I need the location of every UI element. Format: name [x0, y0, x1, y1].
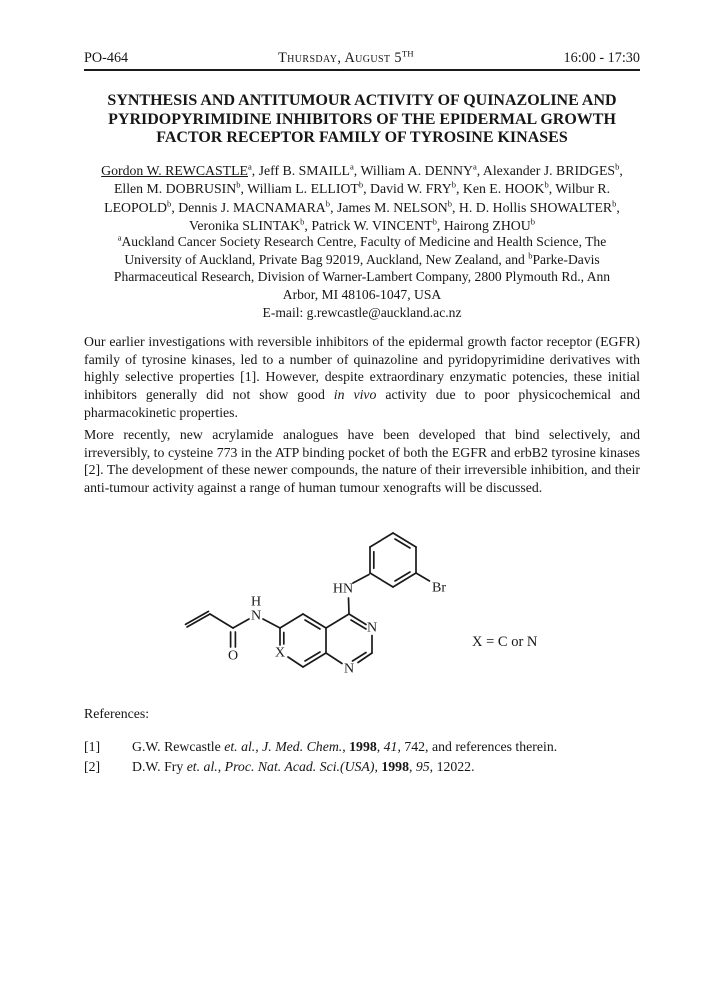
text-segment: a [472, 161, 477, 172]
affiliation-block [84, 233, 640, 322]
text-segment: LEOPOLD [104, 199, 168, 215]
paper-title [84, 92, 640, 148]
text-segment: b [325, 198, 331, 208]
text-line: SYNTHESIS AND ANTITUMOUR ACTIVITY OF QUINAZOLINE AND [107, 92, 617, 109]
session-time: 16:00 - 17:30 [563, 50, 640, 66]
text-segment: a [117, 232, 122, 243]
session-date [278, 50, 414, 67]
text-segment: , [255, 739, 263, 754]
abstract-paragraph-1 [84, 333, 640, 422]
atom-label-amide-h: H [250, 594, 262, 610]
text-line [84, 286, 640, 304]
session-code: PO-464 [84, 50, 129, 66]
atom-label-anilino-hn: HN [332, 581, 354, 597]
text-segment: b [528, 250, 533, 261]
page-header [84, 50, 640, 67]
text-segment: More recently, new acrylamide analogues have been developed that bind selectively, and irreversibly, to cysteine 773 in the ATP binding pocket of both the EGFR and erbB2 tyrosine kinases [2]. The development of these newer compounds, the nature of their irreversible inhibition, and their anti-tumour activity against a range of human tumour xenografts will be discussed. [84, 427, 640, 496]
text-segment: Veronika SLINTAK [188, 217, 301, 233]
text-segment: Pharmaceutical Research, Division of Warner-Lambert Company, 2800 Plymouth Rd., Ann [113, 269, 611, 285]
reference-number: [2] [84, 759, 101, 774]
bond-lines [186, 533, 430, 667]
session-date-text: Thursday, August 5 [278, 50, 402, 66]
reference-item [84, 737, 640, 757]
text-segment: Arbor, MI 48106-1047, USA [282, 287, 442, 303]
text-segment: University of Auckland, Private Bag 92019, Auckland, New Zealand, and [124, 251, 529, 267]
reference-number: [1] [84, 739, 101, 754]
atom-labels [228, 581, 446, 677]
text-segment: , Alexander J. BRIDGES [476, 163, 616, 178]
text-segment: Parke-Davis [532, 251, 600, 267]
chemical-structure [160, 515, 470, 690]
reference-citation [132, 757, 640, 777]
header-rule [84, 69, 640, 71]
text-segment: , Hairong ZHOU [436, 217, 531, 233]
text-segment: b [236, 179, 241, 190]
text-segment: b [612, 198, 617, 208]
text-segment: , [342, 739, 350, 754]
references-list [84, 737, 640, 777]
text-line [84, 304, 640, 322]
text-segment: , David W. FRY [363, 181, 452, 197]
text-segment: , 742, and references therein. [397, 739, 558, 754]
atom-label-n3: N [366, 620, 378, 636]
text-segment: b [300, 216, 305, 227]
text-segment: b [451, 179, 456, 190]
text-segment: et. al. [186, 759, 218, 774]
session-date-suffix: TH [401, 48, 414, 59]
text-segment: a [350, 161, 354, 172]
text-segment: , Dennis J. MACNAMARA [171, 199, 326, 215]
atom-label-x: X [274, 645, 286, 661]
text-segment: b [167, 198, 172, 208]
text-line [84, 162, 640, 180]
text-line [84, 199, 640, 217]
atom-label-br: Br [432, 580, 446, 596]
text-segment: , Jeff B. SMAILL [251, 163, 350, 178]
text-segment: Ellen M. DOBRUSIN [113, 181, 237, 197]
text-line: FACTOR RECEPTOR FAMILY OF TYROSINE KINASES [156, 129, 568, 147]
text-segment: E-mail: g.rewcastle@auckland.ac.nz [262, 304, 462, 320]
text-segment: , Patrick W. VINCENT [304, 217, 433, 233]
text-line: PYRIDOPYRIMIDINE INHIBITORS OF THE EPIDERMAL GROWTH [108, 110, 616, 128]
text-line [84, 233, 640, 251]
text-segment: , [408, 759, 416, 774]
text-segment: , Wilbur R. [548, 181, 611, 197]
text-segment: , Ken E. HOOK [455, 181, 545, 197]
text-segment: , [616, 199, 620, 215]
text-segment: , [376, 739, 384, 754]
text-segment: , H. D. Hollis SHOWALTER [452, 199, 613, 215]
atom-label-amide-n: N [250, 608, 262, 624]
text-segment: , James M. NELSON [330, 199, 448, 215]
text-line [84, 268, 640, 286]
text-segment: b [447, 198, 452, 208]
atom-label-n1: N [343, 661, 355, 677]
text-segment: , [374, 759, 382, 774]
text-segment: J. Med. Chem. [262, 739, 343, 754]
text-segment: b [432, 216, 437, 227]
reference-citation [132, 737, 640, 757]
text-segment: , William L. ELLIOT [240, 181, 359, 197]
text-segment: , William A. DENNY [353, 163, 473, 178]
text-segment: Our earlier investigations with reversible inhibitors of the epidermal growth factor receptor (EGFR) family of tyrosine kinases, led to a number of quinazoline and pyridopyrimidine derivatives with highly selective properties [1]. However, despite extraordinary enzymatic potencies, these initial inhibitors generally did not show good [84, 334, 640, 403]
abstract-paragraph-2 [84, 426, 640, 497]
text-segment: a [247, 161, 252, 172]
text-segment: b [615, 161, 620, 172]
text-segment: et. al. [224, 739, 256, 754]
text-segment: , [619, 163, 623, 178]
text-segment: 95 [415, 759, 430, 774]
text-line [84, 251, 640, 269]
text-segment: G.W. Rewcastle [132, 739, 225, 754]
reference-item [84, 757, 640, 777]
text-segment: , [217, 759, 225, 774]
text-segment: Auckland Cancer Society Research Centre, Faculty of Medicine and Health Science, The [121, 234, 607, 249]
text-segment: Proc. Nat. Acad. Sci.(USA) [224, 759, 375, 774]
text-segment: 1998 [349, 739, 377, 754]
atom-label-carbonyl-o: O [227, 648, 239, 664]
text-segment: in vivo [333, 387, 377, 403]
text-segment: b [358, 179, 364, 190]
text-line [84, 180, 640, 198]
text-segment: 1998 [381, 759, 409, 774]
molecule-caption: X = C or N [472, 634, 538, 650]
text-segment: D.W. Fry [132, 759, 187, 774]
text-segment: b [544, 179, 549, 190]
author-list [84, 162, 640, 235]
text-segment: b [530, 216, 536, 227]
references-heading: References: [84, 706, 150, 721]
text-segment: activity due to poor physicochemical and pharmacokinetic properties. [84, 387, 640, 420]
text-segment: 41 [383, 739, 398, 754]
text-segment: Gordon W. REWCASTLE [101, 163, 248, 178]
text-segment: , 12022. [429, 759, 475, 774]
